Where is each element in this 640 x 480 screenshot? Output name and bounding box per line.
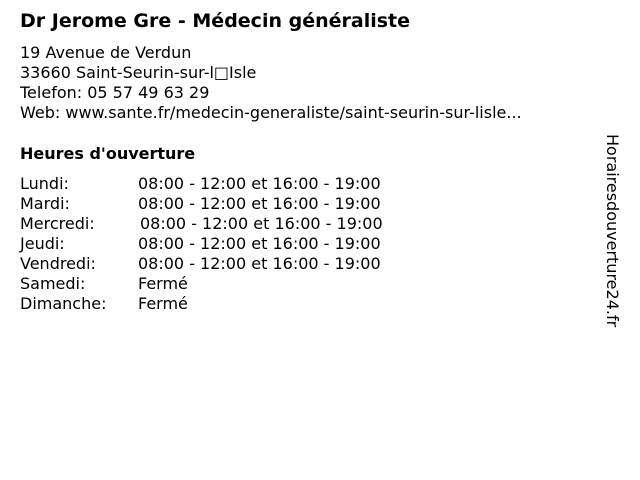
hours-value: Fermé — [138, 274, 188, 293]
hours-value: Fermé — [138, 294, 188, 313]
site-watermark: Horairesdouverture24.fr — [603, 134, 622, 328]
day-label: Samedi: — [20, 274, 86, 293]
day-label: Mercredi: — [20, 214, 95, 233]
city-address: 33660 Saint-Seurin-sur-l□Isle — [20, 63, 257, 82]
hours-value: 08:00 - 12:00 et 16:00 - 19:00 — [138, 174, 381, 193]
hours-value: 08:00 - 12:00 et 16:00 - 19:00 — [138, 254, 381, 273]
hours-value: 08:00 - 12:00 et 16:00 - 19:00 — [138, 234, 381, 253]
street-address: 19 Avenue de Verdun — [20, 43, 192, 62]
day-label: Vendredi: — [20, 254, 96, 273]
hours-value: 08:00 - 12:00 et 16:00 - 19:00 — [138, 194, 381, 213]
day-label: Jeudi: — [20, 234, 65, 253]
day-label: Lundi: — [20, 174, 69, 193]
hours-heading: Heures d'ouverture — [20, 144, 196, 163]
day-label: Dimanche: — [20, 294, 107, 313]
hours-value: 08:00 - 12:00 et 16:00 - 19:00 — [140, 214, 383, 233]
website-url: Web: www.sante.fr/medecin-generaliste/saint-seurin-sur-lisle... — [20, 103, 522, 122]
phone-number: Telefon: 05 57 49 63 29 — [20, 83, 210, 102]
day-label: Mardi: — [20, 194, 70, 213]
page-title: Dr Jerome Gre - Médecin généraliste — [20, 10, 410, 32]
address-block — [20, 43, 522, 123]
